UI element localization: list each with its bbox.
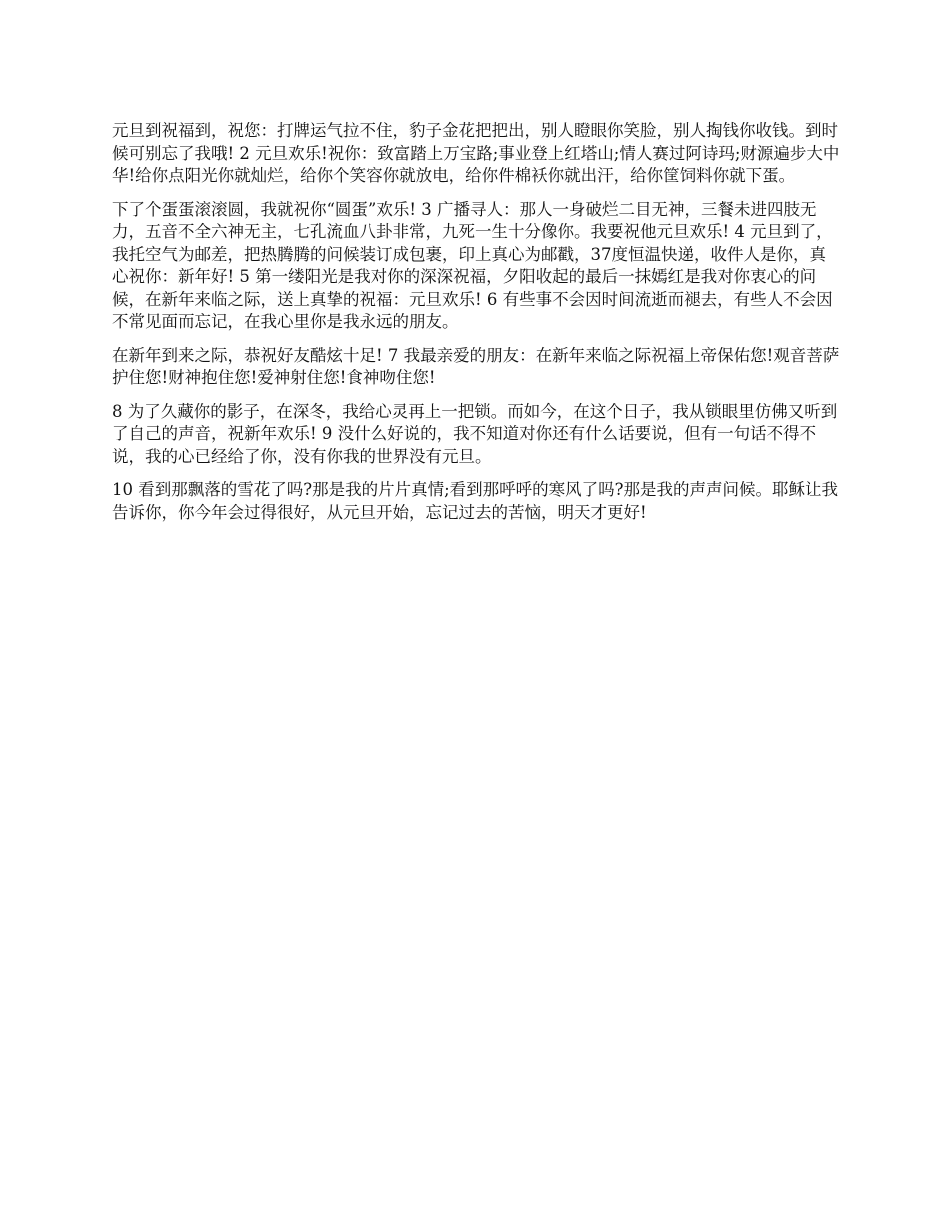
paragraph-4: 8 为了久藏你的影子，在深冬，我给心灵再上一把锁。而如今，在这个日子，我从锁眼里仿佛又听到了自己的声音，祝新年欢乐! 9 没什么好说的，我不知道对你还有什么话要说，但有一句话不得不说，我的心已经给了你，没有你我的世界没有元旦。 — [112, 401, 838, 466]
paragraph-1: 元旦到祝福到，祝您：打牌运气拉不住，豹子金花把把出，别人瞪眼你笑脸，别人掏钱你收钱。到时候可别忘了我哦! 2 元旦欢乐!祝你：致富踏上万宝路;事业登上红塔山;情人赛过阿诗玛;财源遍步大中华!给你点阳光你就灿烂，给你个笑容你就放电，给你件棉袄你就出汗，给你筐饲料你就下蛋。 — [112, 121, 840, 185]
document-body — [112, 120, 840, 535]
paragraph-3: 在新年到来之际，恭祝好友酷炫十足! 7 我最亲爱的朋友：在新年来临之际祝福上帝保佑您!观音菩萨护住您!财神抱住您!爱神射住您!食神吻住您! — [112, 345, 840, 387]
paragraph-2: 下了个蛋蛋滚滚圆，我就祝你“圆蛋”欢乐! 3 广播寻人：那人一身破烂二目无神，三餐未进四肢无力，五音不全六神无主，七孔流血八卦非常，九死一生十分像你。我要祝他元旦欢乐! 4 元旦到了，我托空气为邮差，把热腾腾的问候装订成包裹，印上真心为邮戳，37度恒温快递，收件人是你，真心祝你：新年好! 5 第一缕阳光是我对你的深深祝福，夕阳收起的最后一抹嫣红是我对你衷心的问候，在新年来临之际，送上真挚的祝福：元旦欢乐! 6 有些事不会因时间流逝而褪去，有些人不会因不常见面而忘记，在我心里你是我永远的朋友。 — [112, 199, 833, 331]
paragraph-5: 10 看到那飘落的雪花了吗?那是我的片片真情;看到那呼呼的寒风了吗?那是我的声声问候。耶稣让我告诉你，你今年会过得很好，从元旦开始，忘记过去的苦恼，明天才更好! — [112, 480, 838, 522]
